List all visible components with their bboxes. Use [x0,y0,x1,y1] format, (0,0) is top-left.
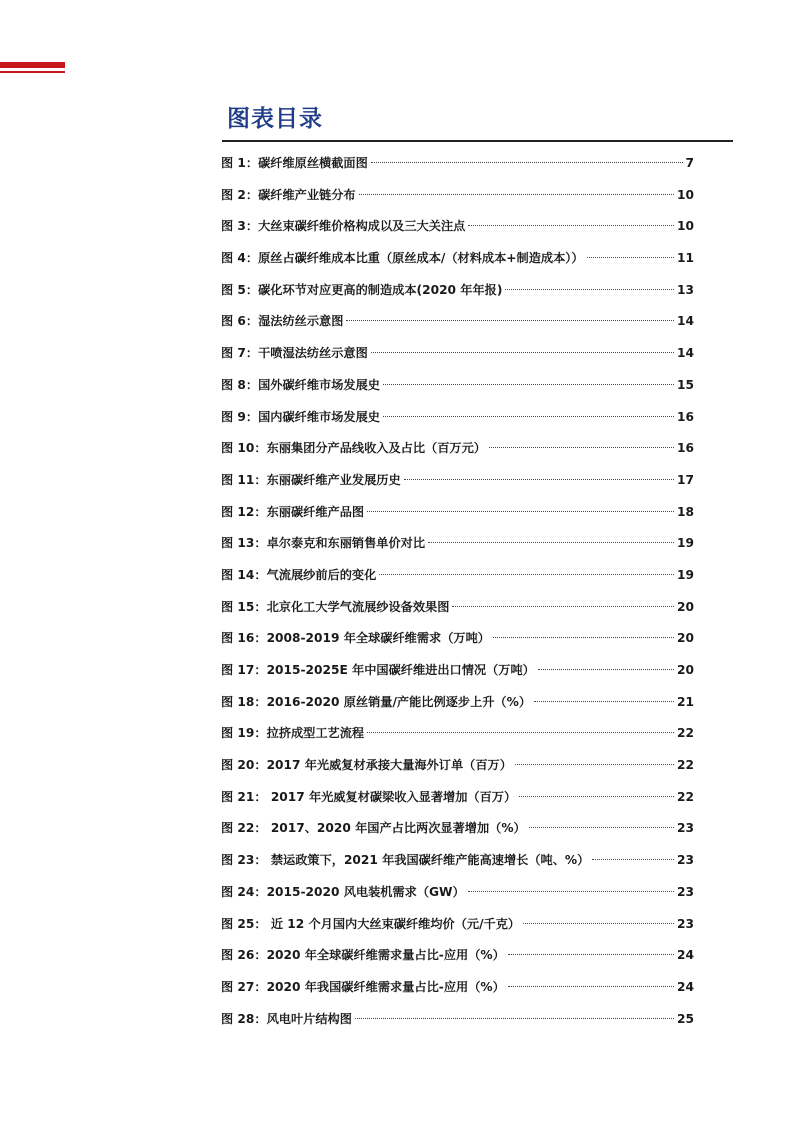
dot-leader [468,225,674,226]
toc-entry-label: 图 2：碳纤维产业链分布 [221,187,356,202]
toc-entry-page: 7 [685,156,694,170]
toc-entry-page: 14 [677,314,694,329]
toc-entry-label: 图 3：大丝束碳纤维价格构成以及三大关注点 [221,219,466,234]
toc-entry[interactable] [221,148,694,180]
dot-leader [346,320,674,321]
toc-entry-page: 25 [677,1011,694,1026]
dot-leader [379,574,674,575]
dot-leader [493,637,674,638]
dot-leader [519,796,674,797]
dot-leader [359,194,674,195]
toc-entry[interactable] [221,243,694,275]
toc-entry[interactable] [221,782,694,814]
toc-entry-page: 19 [677,536,694,551]
header-accent-bar-thick [0,62,65,68]
dot-leader [592,859,674,860]
toc-entry-label: 图 21： 2017 年光威复材碳梁收入显著增加（百万） [221,789,517,804]
toc-entry[interactable] [221,528,694,560]
dot-leader [508,986,674,987]
toc-list [221,148,694,1035]
toc-entry[interactable] [221,877,694,909]
toc-entry[interactable] [221,623,694,655]
toc-entry-page: 10 [677,187,694,202]
toc-entry-page: 16 [677,441,694,456]
toc-entry[interactable] [221,180,694,212]
toc-entry-page: 23 [677,853,694,868]
toc-entry-page: 23 [677,821,694,836]
toc-entry-label: 图 25： 近 12 个月国内大丝束碳纤维均价（元/千克） [221,916,521,931]
toc-entry-label: 图 12：东丽碳纤维产品图 [221,504,365,519]
toc-entry-page: 22 [677,789,694,804]
toc-entry-label: 图 9：国内碳纤维市场发展史 [221,409,380,424]
title-divider [222,140,733,142]
dot-leader [371,162,683,163]
header-accent-bar-thin [0,71,65,73]
toc-entry[interactable] [221,497,694,529]
toc-entry-page: 23 [677,884,694,899]
toc-entry-page: 14 [677,346,694,361]
toc-entry[interactable] [221,718,694,750]
toc-entry-page: 16 [677,409,694,424]
dot-leader [468,891,674,892]
toc-entry-label: 图 7：干喷湿法纺丝示意图 [221,346,368,361]
toc-entry-page: 20 [677,599,694,614]
page-title: 图表目录 [227,106,323,132]
dot-leader [452,606,674,607]
toc-entry-label: 图 26：2020 年全球碳纤维需求量占比-应用（%） [221,948,505,963]
toc-entry[interactable] [221,1004,694,1036]
toc-entry-label: 图 20：2017 年光威复材承接大量海外订单（百万） [221,758,512,773]
toc-entry-label: 图 14：气流展纱前后的变化 [221,567,377,582]
toc-entry-label: 图 15：北京化工大学气流展纱设备效果图 [221,599,450,614]
toc-entry[interactable] [221,687,694,719]
dot-leader [383,416,674,417]
toc-entry-page: 20 [677,631,694,646]
toc-entry-page: 22 [677,758,694,773]
toc-entry-page: 19 [677,567,694,582]
toc-entry[interactable] [221,370,694,402]
toc-entry[interactable] [221,275,694,307]
toc-entry[interactable] [221,972,694,1004]
toc-entry-label: 图 13：卓尔泰克和东丽销售单价对比 [221,536,426,551]
dot-leader [515,764,674,765]
dot-leader [367,511,674,512]
dot-leader [404,479,674,480]
toc-entry[interactable] [221,655,694,687]
toc-entry-page: 24 [677,948,694,963]
dot-leader [355,1018,674,1019]
dot-leader [587,257,674,258]
toc-entry-label: 图 1：碳纤维原丝横截面图 [221,156,368,170]
toc-entry-label: 图 18：2016-2020 原丝销量/产能比例逐步上升（%） [221,694,532,709]
toc-entry[interactable] [221,465,694,497]
toc-entry[interactable] [221,750,694,782]
toc-entry-label: 图 28：风电叶片结构图 [221,1011,352,1026]
toc-entry[interactable] [221,433,694,465]
toc-entry[interactable] [221,813,694,845]
toc-entry-label: 图 6：湿法纺丝示意图 [221,314,344,329]
dot-leader [529,827,674,828]
toc-entry-page: 21 [677,694,694,709]
toc-entry-label: 图 10：东丽集团分产品线收入及占比（百万元） [221,441,486,456]
toc-entry[interactable] [221,940,694,972]
dot-leader [523,923,674,924]
toc-entry-label: 图 8：国外碳纤维市场发展史 [221,377,380,392]
toc-entry[interactable] [221,402,694,434]
toc-entry[interactable] [221,909,694,941]
dot-leader [508,954,674,955]
dot-leader [538,669,674,670]
toc-entry-page: 22 [677,726,694,741]
toc-entry-page: 23 [677,916,694,931]
toc-entry-page: 15 [677,377,694,392]
dot-leader [505,289,674,290]
toc-entry[interactable] [221,845,694,877]
toc-entry-label: 图 5：碳化环节对应更高的制造成本(2020 年年报) [221,282,503,297]
toc-entry-page: 13 [677,282,694,297]
toc-entry-label: 图 4：原丝占碳纤维成本比重（原丝成本/（材料成本+制造成本）） [221,251,584,266]
toc-entry[interactable] [221,306,694,338]
toc-entry[interactable] [221,338,694,370]
toc-entry-label: 图 16：2008-2019 年全球碳纤维需求（万吨） [221,631,490,646]
dot-leader [371,352,674,353]
toc-entry-page: 17 [677,472,694,487]
toc-entry-page: 10 [677,219,694,234]
toc-entry-page: 20 [677,663,694,677]
dot-leader [489,447,674,448]
dot-leader [428,542,674,543]
toc-entry-page: 24 [677,979,694,994]
toc-entry[interactable] [221,592,694,624]
dot-leader [383,384,674,385]
toc-entry-page: 18 [677,504,694,519]
toc-entry-label: 图 27：2020 年我国碳纤维需求量占比-应用（%） [221,979,505,994]
toc-entry-label: 图 19：拉挤成型工艺流程 [221,726,365,741]
toc-entry-page: 11 [677,251,694,266]
toc-entry-label: 图 24：2015-2020 风电装机需求（GW） [221,884,465,899]
toc-entry-label: 图 22： 2017、2020 年国产占比两次显著增加（%） [221,821,526,836]
toc-entry-label: 图 23： 禁运政策下，2021 年我国碳纤维产能高速增长（吨、%） [221,853,590,868]
dot-leader [534,701,674,702]
toc-entry-label: 图 17：2015-2025E 年中国碳纤维进出口情况（万吨） [221,663,535,677]
toc-entry-label: 图 11：东丽碳纤维产业发展历史 [221,472,401,487]
dot-leader [367,732,674,733]
toc-entry[interactable] [221,560,694,592]
toc-entry[interactable] [221,211,694,243]
